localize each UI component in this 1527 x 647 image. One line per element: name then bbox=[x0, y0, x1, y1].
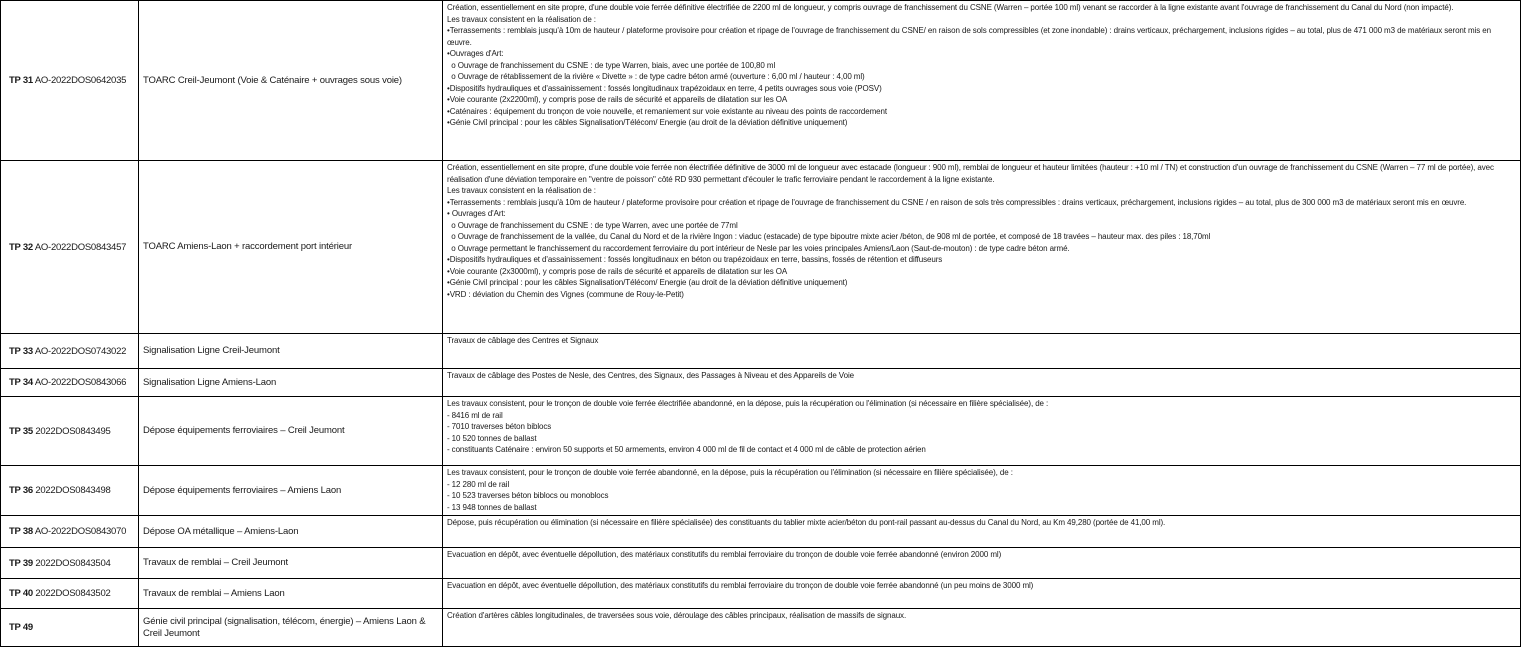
description-line: o Ouvrage de rétablissement de la rivière « Divette » : de type cadre béton armé (ouverture : 6,00 ml / hauteur : 4,00 ml) bbox=[447, 72, 865, 81]
work-title-cell bbox=[139, 161, 443, 333]
description-cell bbox=[443, 334, 1521, 368]
work-title: Dépose OA métallique – Amiens-Laon bbox=[143, 525, 299, 537]
tp-number: TP 35 bbox=[9, 425, 33, 437]
description-line: Travaux de câblage des Postes de Nesle, des Centres, des Signaux, des Passages à Niveau et des Appareils de Voie bbox=[447, 371, 854, 380]
work-title-cell bbox=[139, 466, 443, 515]
tp-code: AO-2022DOS0843457 bbox=[34, 241, 127, 253]
work-title: Travaux de remblai – Amiens Laon bbox=[143, 587, 285, 599]
table-row bbox=[0, 334, 1521, 369]
description-line: o Ouvrage de franchissement du CSNE : de type Warren, avec une portée de 77ml bbox=[447, 220, 738, 230]
description-line: •Génie Civil principal : pour les câbles Signalisation/Télécom/ Energie (au droit de la déviation définitive uniquement) bbox=[447, 278, 848, 287]
work-title-cell bbox=[139, 334, 443, 368]
table-row bbox=[0, 466, 1521, 516]
table-row bbox=[0, 1, 1521, 161]
description-line: Création, essentiellement en site propre, d'une double voie ferrée non électrifiée définitive de 3000 ml de longueur avec estacade (longueur : 900 ml), remblai de longueur et hauteur limitées (hauteur : +10 ml / TN) et construction d'un ouvrage de franchissement du CSNE (Warren – 77 ml de portée), avec réalisation d'une déviation temporaire en "ventre de poisson" côté RD 930 permettant d'écouler le trafic ferroviaire pendant le raccordement à la ligne existante. bbox=[447, 163, 1497, 184]
description-line: Dépose, puis récupération ou élimination (si nécessaire en filière spécialisée) des constituants du tablier mixte acier/béton du pont-rail passant au-dessus du Canal du Nord, au Km 49,280 (portée de 41,00 ml). bbox=[447, 518, 1166, 527]
description-cell bbox=[443, 579, 1521, 608]
description-line: •Voie courante (2x3000ml), y compris pose de rails de sécurité et appareils de dilatation sur les OA bbox=[447, 266, 788, 276]
tp-number: TP 49 bbox=[9, 622, 33, 633]
tp-code-text bbox=[9, 242, 126, 253]
description-line: •Dispositifs hydrauliques et d'assainissement : fossés longitudinaux en béton ou trapézoidaux en terre, bassins, fossés de rétention et diffuseurs bbox=[447, 255, 943, 264]
table-row bbox=[0, 369, 1521, 397]
tp-code: 2022DOS0843504 bbox=[35, 557, 111, 569]
table-row bbox=[0, 609, 1521, 646]
tp-number: TP 36 bbox=[9, 485, 33, 496]
tp-code-cell bbox=[0, 1, 139, 160]
description-line: •Voie courante (2x2200ml), y compris pose de rails de sécurité et appareils de dilatation sur les OA bbox=[447, 95, 788, 104]
description-line: o Ouvrage de franchissement de la vallée, du Canal du Nord et de la rivière Ingon : viaduc (estacade) de type bipoutre mixte acier /béton, de 908 ml de portée, et composé de 18 travées – hauteur max. des piles : 18,70ml bbox=[447, 232, 1211, 241]
description-line: - 13 948 tonnes de ballast bbox=[447, 502, 537, 512]
description-line: - 8416 ml de rail bbox=[447, 410, 503, 420]
description-line: - 10 520 tonnes de ballast bbox=[447, 433, 537, 443]
tp-code-cell bbox=[0, 161, 139, 333]
tp-code-text bbox=[9, 526, 126, 537]
tp-code: AO-2022DOS0843070 bbox=[34, 526, 127, 537]
description-cell bbox=[443, 1, 1521, 160]
description-line: Travaux de câblage des Centres et Signaux bbox=[447, 336, 599, 345]
tp-code-cell bbox=[0, 516, 139, 547]
description-line: Création d'artères câbles longitudinales, de traversées sous voie, déroulage des câbles principaux, réalisation de massifs de signaux. bbox=[447, 611, 907, 620]
tp-code-cell bbox=[0, 548, 139, 578]
description-line: - 10 523 traverses béton biblocs ou monoblocs bbox=[447, 491, 609, 500]
work-title-cell bbox=[139, 579, 443, 608]
description-line: • Ouvrages d'Art: bbox=[447, 209, 506, 218]
tp-code-text bbox=[9, 377, 126, 388]
tp-code-cell bbox=[0, 334, 139, 368]
description-line: Les travaux consistent en la réalisation de : bbox=[447, 14, 596, 24]
description-line: - constituants Caténaire : environ 50 supports et 50 armements, environ 4 000 ml de fil de contact et 4 000 ml de câble de protection aérien bbox=[447, 445, 926, 454]
work-title: TOARC Amiens-Laon + raccordement port intérieur bbox=[143, 241, 352, 252]
work-title-cell bbox=[139, 516, 443, 547]
tp-number: TP 40 bbox=[9, 588, 33, 599]
work-title: Signalisation Ligne Creil-Jeumont bbox=[143, 345, 280, 356]
description-cell bbox=[443, 397, 1521, 465]
description-line: •Caténaires : équipement du tronçon de voie nouvelle, et remaniement sur voie existante au niveau des points de raccordement bbox=[447, 106, 888, 116]
table-row bbox=[0, 579, 1521, 609]
description-cell bbox=[443, 516, 1521, 547]
tp-number: TP 31 bbox=[9, 75, 33, 86]
work-title: Dépose équipements ferroviaires – Amiens Laon bbox=[143, 484, 342, 496]
tp-code: 2022DOS0843502 bbox=[35, 588, 111, 599]
description-line: - 7010 traverses béton biblocs bbox=[447, 422, 552, 431]
description-line: - 12 280 ml de rail bbox=[447, 479, 510, 489]
table-row bbox=[0, 516, 1521, 548]
tp-code-text bbox=[9, 426, 111, 437]
tp-number: TP 38 bbox=[9, 526, 33, 537]
table-row bbox=[0, 548, 1521, 579]
description-line: Evacuation en dépôt, avec éventuelle dépollution, des matériaux constitutifs du remblai ferroviaire du tronçon de double voie ferrée abandonné (environ 2000 ml) bbox=[447, 550, 1002, 559]
tp-code: AO-2022DOS0743022 bbox=[34, 345, 127, 357]
description-cell bbox=[443, 609, 1521, 646]
tp-number: TP 32 bbox=[9, 241, 33, 253]
tp-code-text bbox=[9, 346, 126, 357]
table-row bbox=[0, 161, 1521, 334]
tp-code-text bbox=[9, 588, 111, 599]
description-line: •Terrassements : remblais jusqu'à 10m de hauteur / plateforme provisoire pour création et ripage de l'ouvrage de franchissement du CSNE/ en raison de sols compressibles (et zone inondable) : drains verticaux, préchargement, inclusions rigides – au total, plus de 471 000 m3 de matériaux seront mis en œuvre. bbox=[447, 26, 1494, 47]
tp-number: TP 39 bbox=[9, 557, 33, 569]
tp-code: 2022DOS0843495 bbox=[35, 425, 111, 437]
work-title: Génie civil principal (signalisation, télécom, énergie) – Amiens Laon & Creil Jeumont bbox=[143, 615, 426, 639]
work-title-cell bbox=[139, 1, 443, 160]
description-cell bbox=[443, 466, 1521, 515]
tp-code-text bbox=[9, 558, 111, 569]
description-line: Evacuation en dépôt, avec éventuelle dépollution, des matériaux constitutifs du remblai ferroviaire du tronçon de double voie ferrée abandonné (un peu moins de 3000 ml) bbox=[447, 581, 1034, 590]
description-line: o Ouvrage de franchissement du CSNE : de type Warren, biais, avec une portée de 100,80 ml bbox=[447, 60, 776, 70]
description-line: Création, essentiellement en site propre, d'une double voie ferrée définitive électrifiée de 2200 ml de longueur, y compris ouvrage de franchissement du CSNE (Warren – portée 100 ml) venant se raccorder à la ligne existante avant l'ouvrage de franchissement du Canal du Nord (non impacté). bbox=[447, 3, 1454, 12]
description-line: •Ouvrages d'Art: bbox=[447, 49, 504, 58]
work-title: Travaux de remblai – Creil Jeumont bbox=[143, 557, 289, 568]
description-cell bbox=[443, 548, 1521, 578]
description-line: •Terrassements : remblais jusqu'à 10m de hauteur / plateforme provisoire pour création et ripage de l'ouvrage de franchissement du CSNE / en raison de sols très compressibles : drains verticaux, préchargement, inclusions rigides – au total, plus de 300 000 m3 de matériaux seront mis en œuvre. bbox=[447, 197, 1467, 207]
tp-code-cell bbox=[0, 579, 139, 608]
works-table-body bbox=[0, 1, 1521, 646]
work-title-cell bbox=[139, 548, 443, 578]
tp-number: TP 33 bbox=[9, 345, 33, 357]
tp-code: 2022DOS0843498 bbox=[35, 485, 111, 496]
tp-code-cell bbox=[0, 397, 139, 465]
tp-code-cell bbox=[0, 369, 139, 396]
description-cell bbox=[443, 161, 1521, 333]
description-line: •Dispositifs hydrauliques et d'assainissement : fossés longitudinaux trapézoidaux en terre, 4 petits ouvrages sous voie (POSV) bbox=[447, 83, 882, 93]
work-title-cell bbox=[139, 609, 443, 646]
tp-code-text bbox=[9, 75, 126, 86]
tp-code-cell bbox=[0, 609, 139, 646]
tp-code-text bbox=[9, 622, 33, 633]
tp-number: TP 34 bbox=[9, 377, 33, 388]
tp-code: AO-2022DOS0843066 bbox=[34, 377, 127, 388]
description-line: o Ouvrage permettant le franchissement du raccordement ferroviaire du port intérieur de Nesle par les voies principales Amiens/Laon (Saut-de-mouton) : de type cadre béton armé. bbox=[447, 243, 1070, 253]
description-cell bbox=[443, 369, 1521, 396]
work-title-cell bbox=[139, 369, 443, 396]
work-title-cell bbox=[139, 397, 443, 465]
tp-code: AO-2022DOS0642035 bbox=[34, 75, 127, 86]
work-title: Signalisation Ligne Amiens-Laon bbox=[143, 376, 277, 388]
tp-code-text bbox=[9, 485, 111, 496]
description-line: •VRD : déviation du Chemin des Vignes (commune de Rouy-le-Petit) bbox=[447, 289, 684, 299]
table-row bbox=[0, 397, 1521, 466]
description-line: Les travaux consistent, pour le tronçon de double voie ferrée abandonné, en la dépose, puis la récupération ou l'élimination (si nécessaire en filière spécialisée), de : bbox=[447, 468, 1013, 477]
tp-code-cell bbox=[0, 466, 139, 515]
work-title: Dépose équipements ferroviaires – Creil Jeumont bbox=[143, 425, 345, 436]
description-line: Les travaux consistent, pour le tronçon de double voie ferrée électrifiée abandonné, en la dépose, puis la récupération ou l'élimination (si nécessaire en filière spécialisée), de : bbox=[447, 399, 1049, 408]
work-title: TOARC Creil-Jeumont (Voie & Caténaire + ouvrages sous voie) bbox=[143, 74, 402, 86]
description-line: Les travaux consistent en la réalisation de : bbox=[447, 186, 596, 195]
description-line: •Génie Civil principal : pour les câbles Signalisation/Télécom/ Energie (au droit de la déviation définitive uniquement) bbox=[447, 118, 848, 127]
